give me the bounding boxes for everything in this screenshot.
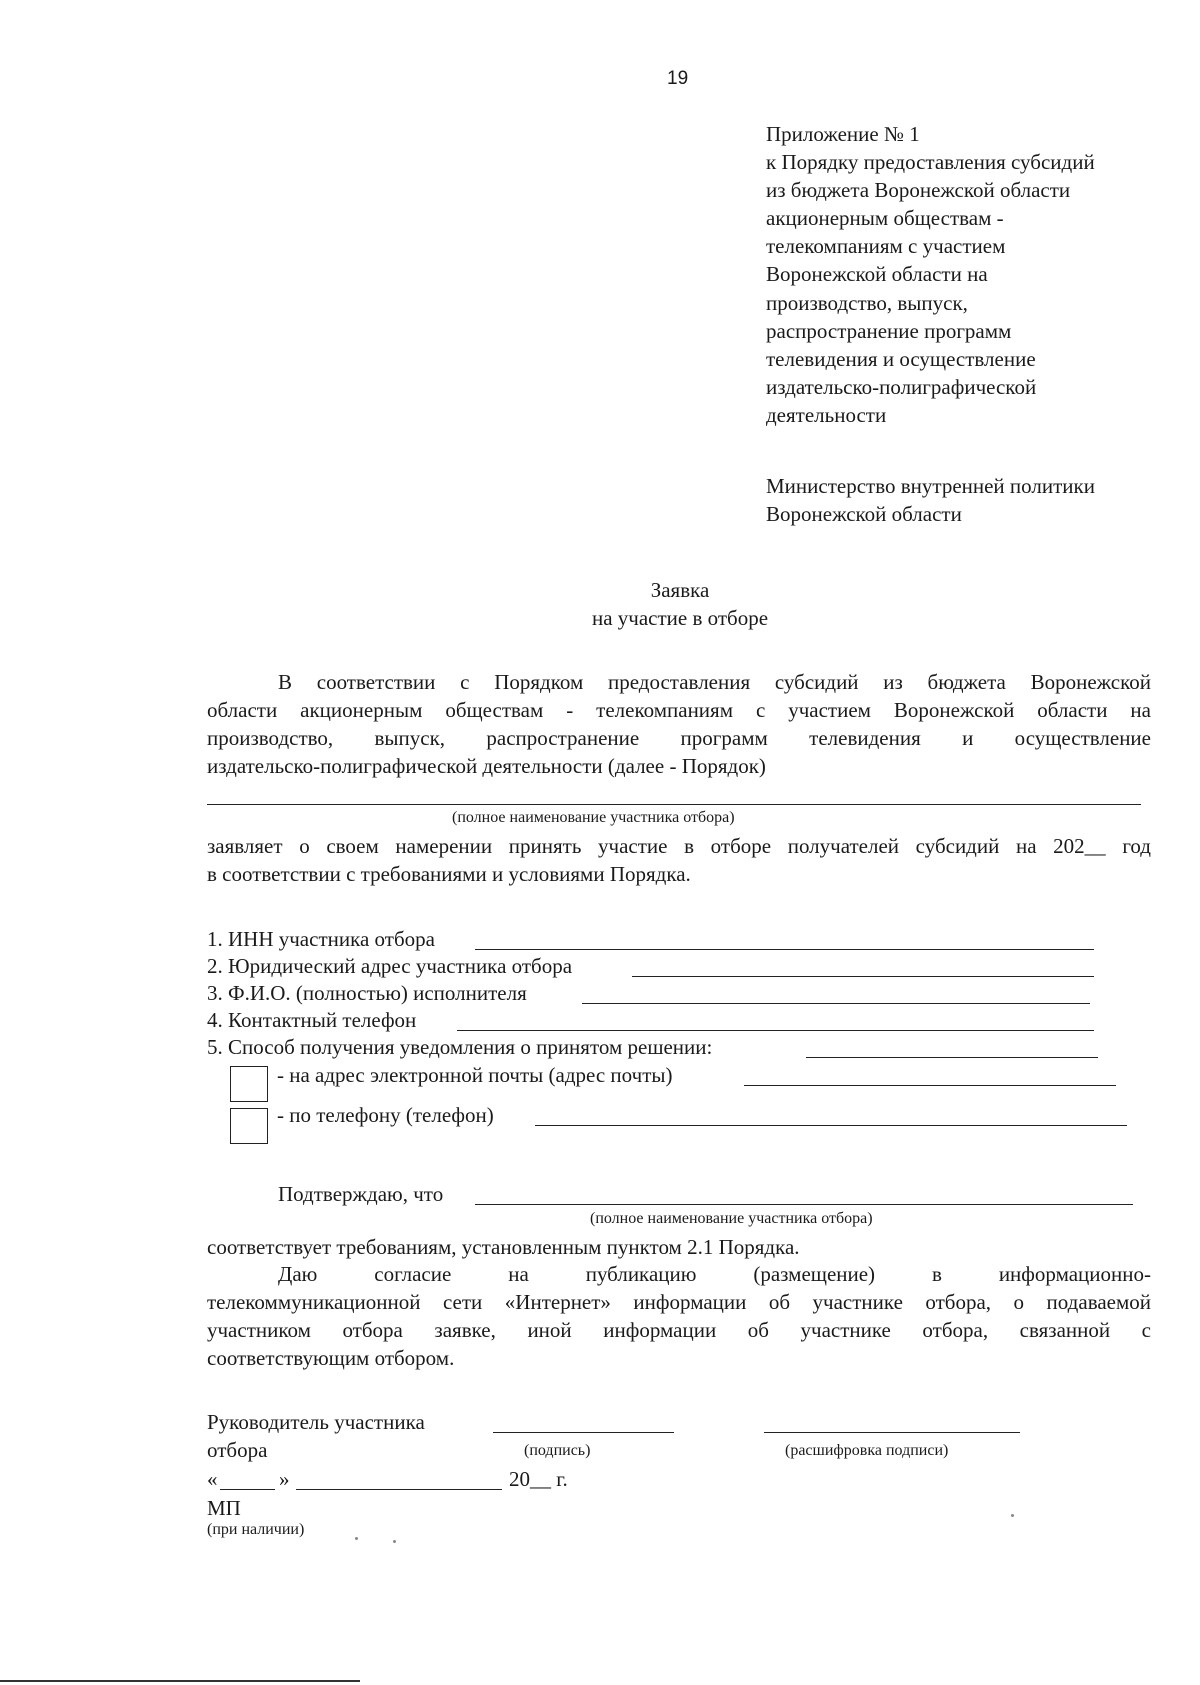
appendix-line: из бюджета Воронежской области bbox=[766, 178, 1071, 203]
intro-paragraph bbox=[207, 668, 1151, 780]
confirm-participant-field[interactable] bbox=[475, 1204, 1133, 1205]
appendix-header bbox=[766, 120, 1095, 429]
declaration-paragraph bbox=[207, 832, 1151, 888]
signature-caption: (подпись) bbox=[524, 1442, 591, 1459]
appendix-line: Воронежской области на bbox=[766, 262, 988, 287]
intro-line: В соответствии с Порядком предоставления субсидий из бюджета Воронежской bbox=[278, 670, 1151, 694]
address-label: 2. Юридический адрес участника отбора bbox=[207, 954, 573, 978]
scan-speck bbox=[1011, 1514, 1014, 1517]
phone-field[interactable] bbox=[457, 1030, 1094, 1031]
appendix-line: телевидения и осуществление bbox=[766, 346, 1036, 371]
title-line: Заявка bbox=[650, 578, 710, 602]
declaration-line: в соответствии с требованиями и условиями Порядка. bbox=[207, 862, 691, 886]
page-number: 19 bbox=[667, 68, 689, 89]
appendix-line: Приложение № 1 bbox=[766, 122, 920, 146]
confirm-statement: соответствует требованиям, установленным пунктом 2.1 Порядка. bbox=[207, 1235, 800, 1259]
scan-speck bbox=[393, 1540, 396, 1543]
participant-name-field[interactable] bbox=[207, 804, 1141, 805]
email-option-label: - на адрес электронной почты (адрес почты) bbox=[277, 1063, 673, 1087]
email-address-field[interactable] bbox=[744, 1085, 1116, 1086]
intro-line: издательско-полиграфической деятельности (далее - Порядок) bbox=[207, 754, 766, 778]
phone-label: 4. Контактный телефон bbox=[207, 1008, 417, 1032]
addressee-line: Министерство внутренней политики bbox=[766, 474, 1095, 498]
head-label-line2: отбора bbox=[207, 1438, 268, 1462]
head-label-line1: Руководитель участника bbox=[207, 1410, 425, 1434]
addressee bbox=[766, 472, 1095, 528]
date-open-quote: « bbox=[207, 1467, 218, 1491]
declaration-line: заявляет о своем намерении принять участие в отборе получателей субсидий на 202__ год bbox=[207, 834, 1151, 858]
date-year: 20__ г. bbox=[509, 1467, 568, 1491]
signature-decode-caption: (расшифровка подписи) bbox=[785, 1442, 949, 1459]
date-month-field[interactable] bbox=[296, 1489, 502, 1490]
appendix-line: телекомпаниям с участием bbox=[766, 234, 1006, 259]
consent-line: участником отбора заявке, иной информации об участнике отбора, связанной с bbox=[207, 1318, 1151, 1342]
phone-option-label: - по телефону (телефон) bbox=[277, 1103, 494, 1127]
fio-label: 3. Ф.И.О. (полностью) исполнителя bbox=[207, 981, 527, 1005]
notification-method-label: 5. Способ получения уведомления о принятом решении: bbox=[207, 1035, 713, 1059]
signature-field[interactable] bbox=[493, 1432, 674, 1433]
date-close-quote: » bbox=[279, 1467, 290, 1491]
intro-line: производство, выпуск, распространение программ телевидения и осуществление bbox=[207, 726, 1151, 750]
appendix-line: производство, выпуск, bbox=[766, 290, 968, 315]
appendix-line: акционерным обществам - bbox=[766, 206, 1004, 231]
document-title bbox=[480, 576, 880, 632]
stamp-label: МП bbox=[207, 1496, 241, 1520]
appendix-line: издательско-полиграфической bbox=[766, 374, 1037, 399]
inn-label: 1. ИНН участника отбора bbox=[207, 927, 435, 951]
consent-line: соответствующим отбором. bbox=[207, 1346, 455, 1370]
consent-line: телекоммуникационной сети «Интернет» информации об участнике отбора, о подаваемой bbox=[207, 1290, 1151, 1314]
phone-checkbox[interactable] bbox=[230, 1108, 268, 1144]
confirm-participant-caption: (полное наименование участника отбора) bbox=[590, 1210, 873, 1227]
phone-number-field[interactable] bbox=[535, 1125, 1127, 1126]
page-bottom-edge bbox=[0, 1680, 360, 1682]
consent-line: Даю согласие на публикацию (размещение) в информационно- bbox=[278, 1262, 1151, 1286]
confirm-label: Подтверждаю, что bbox=[278, 1182, 444, 1206]
inn-field[interactable] bbox=[475, 949, 1094, 950]
signature-decode-field[interactable] bbox=[764, 1432, 1020, 1433]
participant-name-caption: (полное наименование участника отбора) bbox=[452, 809, 735, 826]
appendix-line: деятельности bbox=[766, 402, 887, 427]
appendix-line: к Порядку предоставления субсидий bbox=[766, 150, 1095, 175]
consent-paragraph bbox=[207, 1260, 1151, 1372]
stamp-note: (при наличии) bbox=[207, 1521, 305, 1538]
title-line: на участие в отборе bbox=[591, 606, 769, 630]
scan-speck bbox=[355, 1537, 358, 1540]
address-field[interactable] bbox=[632, 976, 1094, 977]
appendix-line: распространение программ bbox=[766, 318, 1012, 343]
fio-field[interactable] bbox=[582, 1003, 1090, 1004]
date-day-field[interactable] bbox=[220, 1489, 275, 1490]
notification-method-field[interactable] bbox=[806, 1057, 1098, 1058]
addressee-line: Воронежской области bbox=[766, 502, 962, 526]
intro-line: области акционерным обществам - телекомпаниям с участием Воронежской области на bbox=[207, 698, 1151, 722]
email-checkbox[interactable] bbox=[230, 1066, 268, 1102]
